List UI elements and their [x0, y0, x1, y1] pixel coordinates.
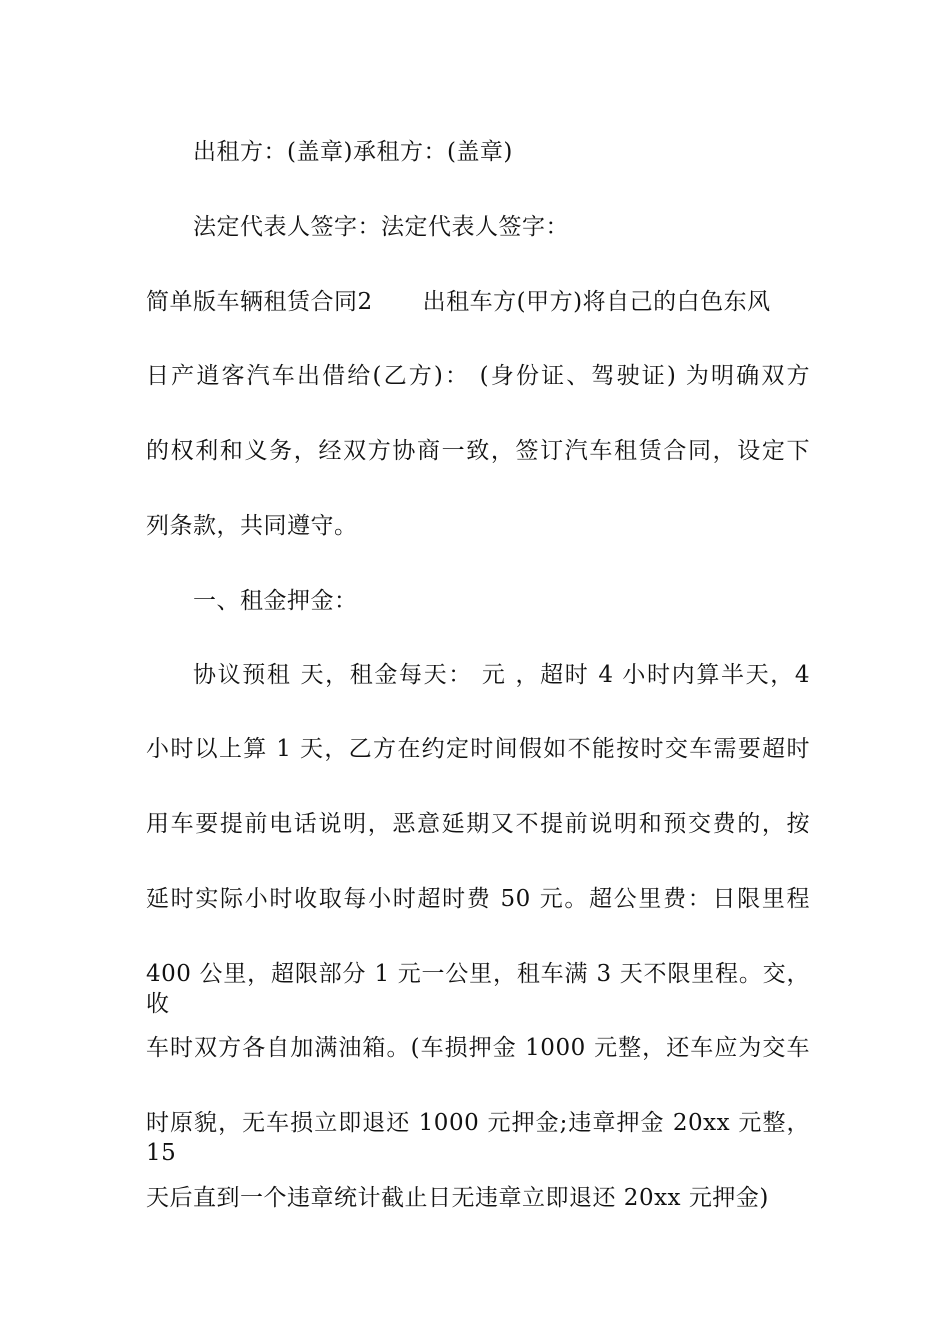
paragraph-start: 出租车方(甲方)将自己的白色东风	[422, 289, 771, 315]
paragraph-line: 列条款，共同遵守。	[146, 513, 358, 539]
signature-line-party: 出租方：(盖章)承租方：(盖章)	[193, 139, 513, 165]
paragraph-line: 时原貌，无车损立即退还 1000 元押金;违章押金 20xx 元整，15	[146, 1110, 810, 1166]
paragraph-line: 用车要提前电话说明，恶意延期又不提前说明和预交费的，按	[146, 811, 810, 837]
paragraph-line: 车时双方各自加满油箱。(车损押金 1000 元整，还车应为交车	[146, 1035, 810, 1061]
signature-line-representative: 法定代表人签字：法定代表人签字：	[193, 214, 569, 240]
contract-title-line	[146, 287, 810, 317]
paragraph-line: 协议预租 天，租金每天： 元 ，超时 4 小时内算半天，4	[193, 662, 810, 688]
section-heading: 一、租金押金：	[193, 588, 358, 614]
paragraph-line: 小时以上算 1 天，乙方在约定时间假如不能按时交车需要超时	[146, 736, 810, 762]
contract-title: 简单版车辆租赁合同2	[146, 289, 373, 315]
paragraph-line: 的权利和义务，经双方协商一致，签订汽车租赁合同，设定下	[146, 438, 810, 464]
paragraph-line: 400 公里，超限部分 1 元一公里，租车满 3 天不限里程。交，收	[146, 961, 810, 1017]
paragraph-line: 日产逍客汽车出借给(乙方)： (身份证、驾驶证) 为明确双方	[146, 363, 810, 389]
paragraph-line: 延时实际小时收取每小时超时费 50 元。超公里费：日限里程	[146, 886, 810, 912]
paragraph-line: 天后直到一个违章统计截止日无违章立即退还 20xx 元押金)	[146, 1185, 769, 1211]
